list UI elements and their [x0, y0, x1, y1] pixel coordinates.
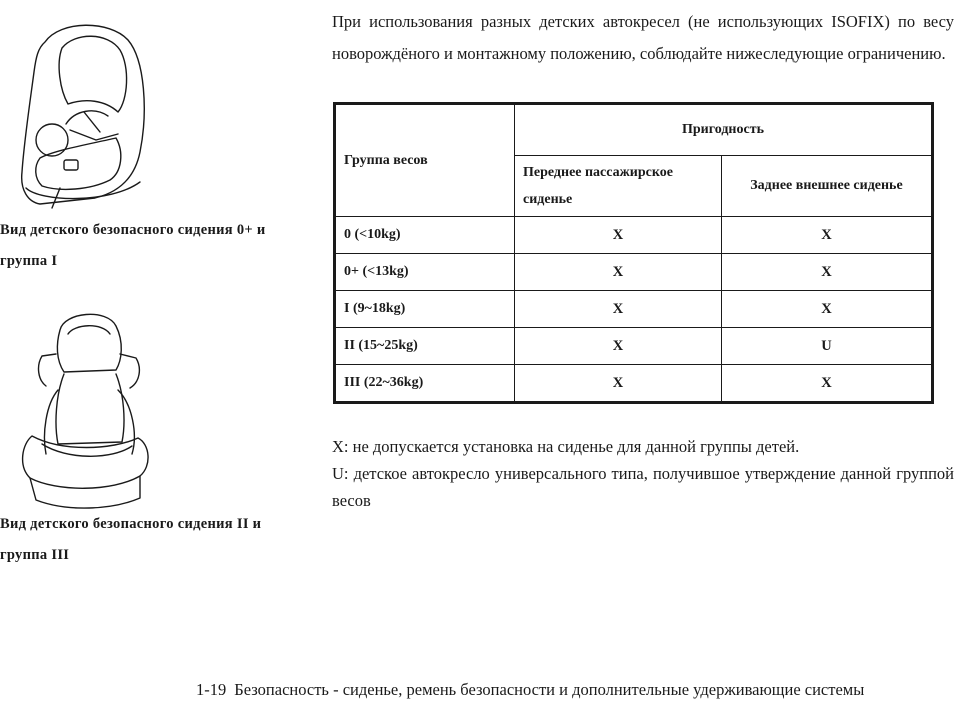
rear-seat-mark: X: [722, 254, 933, 291]
section-title: Безопасность - сиденье, ремень безопасности и дополнительные удерживающие системы: [234, 680, 865, 699]
table-row: [335, 328, 933, 365]
weight-group-label: II (15~25kg): [335, 328, 515, 365]
header-rear-outer-seat: Заднее внешнее сиденье: [722, 156, 933, 217]
weight-group-label: 0+ (<13kg): [335, 254, 515, 291]
page-footer: [196, 678, 955, 702]
note-u-meaning: U: детское автокресло универсального типа, получившое утверждение данной группой весов: [332, 464, 954, 510]
rear-seat-mark: U: [722, 328, 933, 365]
header-front-passenger-seat: Переднее пассажирское сиденье: [515, 156, 722, 217]
table-header-row: [335, 104, 933, 156]
legend-notes: [332, 433, 954, 514]
front-seat-mark: X: [515, 217, 722, 254]
booster-seat-illustration: [12, 294, 157, 512]
header-weight-group: Группа весов: [335, 104, 515, 217]
weight-group-label: I (9~18kg): [335, 291, 515, 328]
rear-seat-mark: X: [722, 291, 933, 328]
front-seat-mark: X: [515, 291, 722, 328]
page-number: 1-19: [196, 680, 227, 699]
weight-group-label: 0 (<10kg): [335, 217, 515, 254]
intro-paragraph: При использования разных детских автокресел (не использующих ISOFIX) по весу новорождёного и монтажному положению, соблюдайте нижеследующие ограничению.: [332, 12, 954, 63]
table-row: [335, 217, 933, 254]
header-suitability: Пригодность: [515, 104, 933, 156]
front-seat-mark: X: [515, 254, 722, 291]
suitability-table: [333, 102, 934, 404]
infant-car-seat-illustration: [0, 12, 160, 212]
front-seat-mark: X: [515, 365, 722, 403]
note-x-meaning: X: не допускается установка на сиденье для данной группы детей.: [332, 437, 800, 456]
left-column: [0, 0, 300, 703]
rear-seat-mark: X: [722, 365, 933, 403]
caption-seat-group-0-1: Вид детского безопасного сидения 0+ и группа I: [0, 222, 266, 269]
table-row: [335, 365, 933, 403]
table-row: [335, 291, 933, 328]
table-row: [335, 254, 933, 291]
caption-seat-group-2-3: Вид детского безопасного сидения II и группа III: [0, 516, 262, 563]
front-seat-mark: X: [515, 328, 722, 365]
weight-group-label: III (22~36kg): [335, 365, 515, 403]
rear-seat-mark: X: [722, 217, 933, 254]
